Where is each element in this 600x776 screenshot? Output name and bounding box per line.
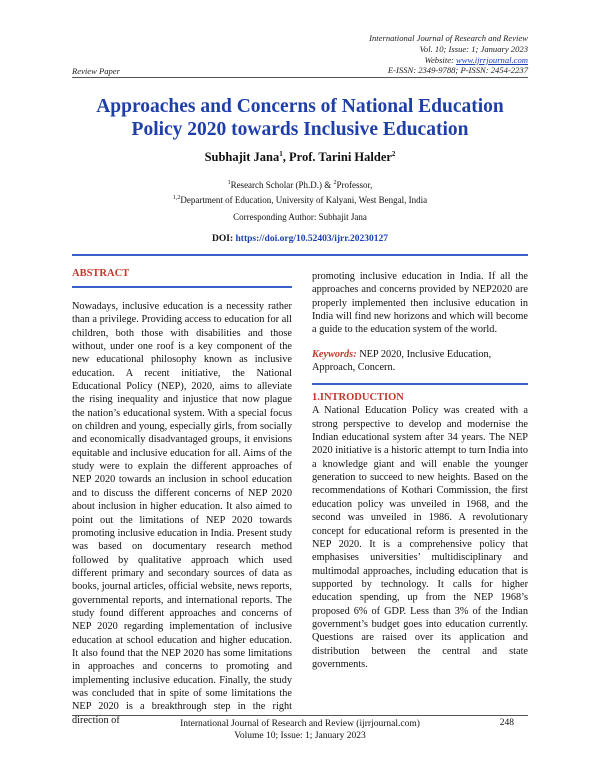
journal-name: International Journal of Research and Review bbox=[369, 33, 528, 43]
footer bbox=[72, 718, 528, 742]
abstract-text: Nowadays, inclusive education is a necessity rather than a privilege. Providing access to education for all children, both those with disabilities and those without, under one roof is a key component of the new educational philosophy known as inclusive education. A recent initiative, the National Educational Policy (NEP), 2020, aims to alleviate the rising inequality and injustice that now plague the nation’s educational system. With a special focus on children and young, especially girls, from socially and economically disadvantaged groups, it envisions equitable and inclusive education for all. Aims of the study were to explain the different approaches of NEP 2020 towards an inclusion in school education and to discuss the different concerns of NEP 2020 about inclusion in higher education. It also aimed to point out the limitations of NEP 2020 towards promoting inclusive education in India. Present study was based on documentary research method followed by qualitative approach which used different primary and secondary sources of data as books, journal articles, official website, news reports, governmental reports, and international reports. The study found different approaches and concerns of NEP 2020 regarding implementation of inclusive education at school education and higher education. It also found that the NEP 2020 has some limitations in approaches and concerns to promoting and implementing inclusive education. Finally, the study was concluded that in spite of some limitations the NEP 2020 is a breakthrough step in the right direction of bbox=[72, 301, 292, 726]
page-number: 248 bbox=[499, 718, 514, 728]
journal-website: Website: www.ijrrjournal.com bbox=[424, 54, 528, 65]
doi: DOI: https://doi.org/10.52403/ijrr.20230127 bbox=[212, 234, 388, 244]
journal-volume: Vol. 10; Issue: 1; January 2023 bbox=[419, 43, 528, 54]
right-column bbox=[312, 268, 528, 671]
author-1: Subhajit Jana bbox=[204, 150, 280, 165]
doi-link[interactable]: https://doi.org/10.52403/ijrr.20230127 bbox=[235, 234, 388, 244]
abstract-heading: ABSTRACT bbox=[72, 268, 130, 279]
keywords-text: NEP 2020, Inclusive Education, Approach, Concern. bbox=[312, 348, 492, 374]
keywords bbox=[312, 348, 528, 375]
paper-type: Review Paper bbox=[72, 66, 120, 76]
footer-journal: International Journal of Research and Review (ijrrjournal.com) bbox=[180, 719, 420, 729]
footer-volume: Volume 10; Issue: 1; January 2023 bbox=[234, 731, 366, 741]
paper-title: Approaches and Concerns of National Education Policy 2020 towards Inclusive Education bbox=[96, 96, 504, 140]
header-divider bbox=[72, 77, 528, 78]
authors: Subhajit Jana$^1$, Prof. Tarini Halder$^2$ bbox=[204, 150, 396, 165]
introduction-text: A National Education Policy was created with a strong perspective to develop and modernise the Indian educational system after 34 years. The NEP 2020 initiative is a historic attempt to turn India into a knowledge giant and will enable the younger generation to succeed to new heights. Based on the recommendations of Kothari Commission, the first education policy was unveiled in 1968, and the second was unveiled in 1986. A revolutionary concept for educational reform is presented in the NEP 2020. It is a comprehensive policy that emphasises universities’ multidisciplinary and multimodal approaches, including education that is supported by technology. It calls for higher education spending, up from the NEP 1968’s proposed 6% of GDP. Less than 3% of the Indian government’s budget goes into education currently. Questions are raised over its application and distribution between the central and state governments. bbox=[312, 405, 528, 670]
abstract-divider bbox=[72, 286, 292, 288]
left-column bbox=[72, 268, 292, 727]
doi-divider bbox=[72, 254, 528, 256]
author-2: Prof. Tarini Halder bbox=[289, 150, 392, 165]
journal-header bbox=[228, 33, 528, 76]
journal-issn: E-ISSN: 2349-9788; P-ISSN: 2454-2237 bbox=[387, 65, 528, 76]
website-link[interactable]: www.ijrrjournal.com bbox=[456, 54, 528, 65]
footer-divider bbox=[72, 715, 528, 716]
keywords-divider bbox=[312, 383, 528, 385]
abstract-continued: promoting inclusive education in India. If all the approaches and concerns provided by NEP2020 are properly implemented then inclusive education in India will find new horizons and which will become a guide to the education system of the world. bbox=[312, 271, 528, 336]
affiliations: $^1$Research Scholar (Ph.D.) & $^2$Professor, $^{1,2}$Department of Education, University of Kalyani, West Bengal, India bbox=[172, 180, 428, 205]
keywords-label: Keywords: bbox=[312, 348, 357, 360]
corresponding-author: Corresponding Author: Subhajit Jana bbox=[233, 212, 367, 222]
introduction-heading: 1.INTRODUCTION bbox=[312, 392, 404, 404]
